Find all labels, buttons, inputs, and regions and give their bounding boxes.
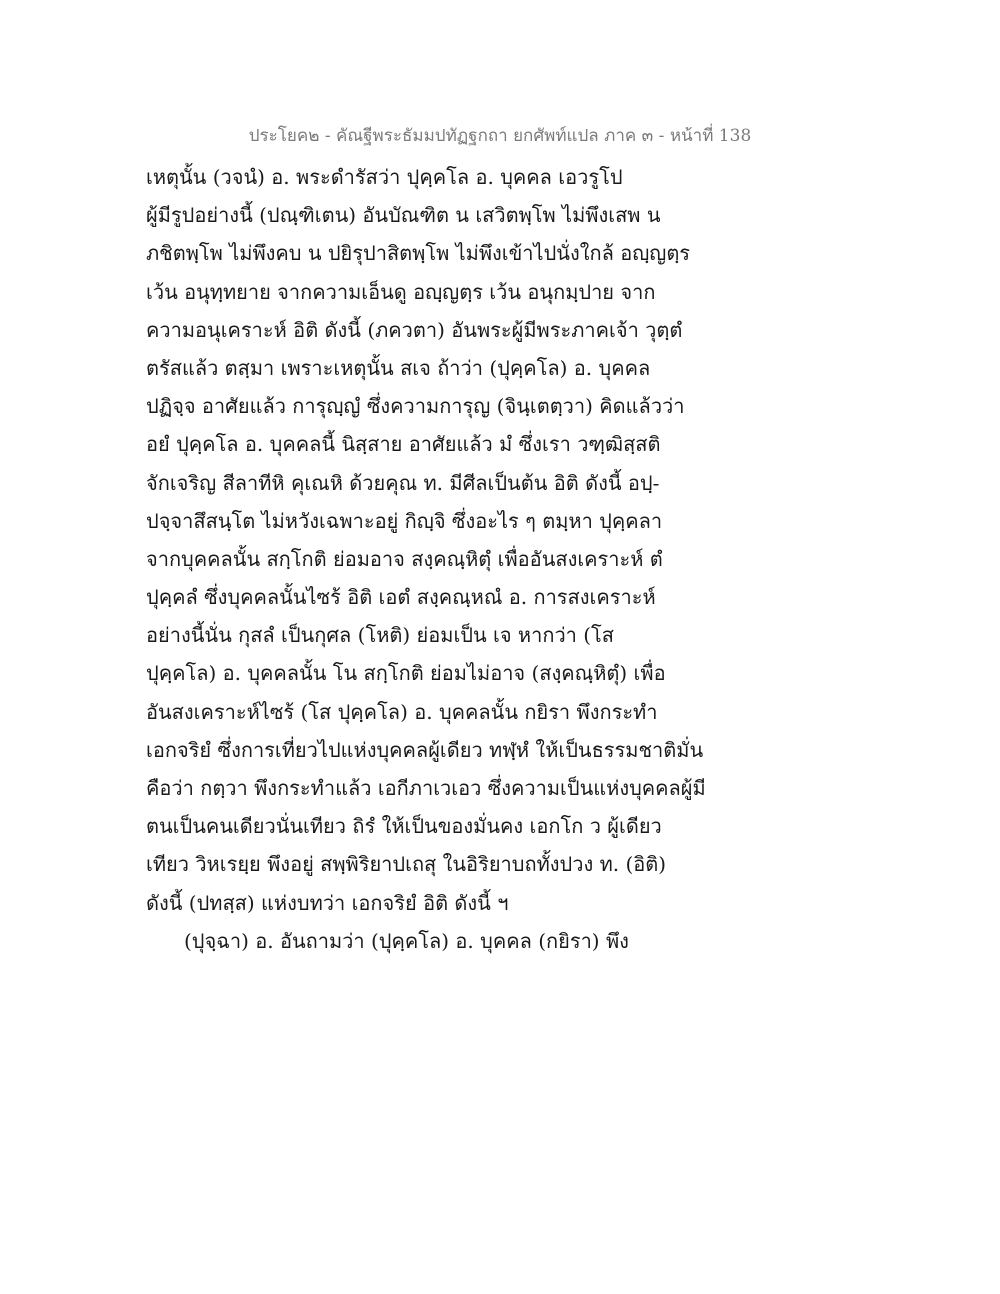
text-line: คือว่า กตฺวา พึงกระทำแล้ว เอกีภาเวเอว ซึ่งความเป็นแห่งบุคคลผู้มี bbox=[146, 776, 706, 800]
text-line: จากบุคคลนั้น สกฺโกติ ย่อมอาจ สงฺคณฺหิตุํ เพื่ออันสงเคราะห์ ตํ bbox=[146, 546, 663, 571]
text-line: ภชิตพฺโพ ไม่พึงคบ น ปยิรุปาสิตพฺโพ ไม่พึงเข้าไปนั่งใกล้ อญฺญตฺร bbox=[146, 241, 691, 266]
text-line: ความอนุเคราะห์ อิติ ดังนี้ (ภควตา) อันพระผู้มีพระภาคเจ้า วุตฺตํ bbox=[146, 317, 683, 342]
text-line: ปจฺจาสึสนฺโต ไม่หวังเฉพาะอยู่ กิญฺจิ ซึ่งอะไร ๆ ตมฺหา ปุคฺคลา bbox=[146, 508, 663, 533]
text-line: อย่างนี้นั่น กุสลํ เป็นกุศล (โหติ) ย่อมเป็น เจ หากว่า (โส bbox=[146, 623, 615, 648]
text-line: ปุคฺคลํ ซึ่งบุคคลนั้นไซร้ อิติ เอตํ สงฺคณฺหณํ อ. การสงเคราะห์ bbox=[146, 585, 656, 610]
text-line: เหตุนั้น (วจนํ) อ. พระดำรัสว่า ปุคฺคโล อ. บุคคล เอวรูโป bbox=[146, 165, 623, 189]
text-line: ปฏิจฺจ อาศัยแล้ว การุญฺญํ ซึ่งความการุญ (จินฺเตตฺวา) คิดแล้วว่า bbox=[146, 394, 685, 419]
text-line: อันสงเคราะห์ไซร้ (โส ปุคฺคโล) อ. บุคคลนั้น กยิรา พึงกระทำ bbox=[146, 699, 658, 724]
text-line: ปุคฺคโล) อ. บุคคลนั้น โน สกฺโกติ ย่อมไม่อาจ (สงฺคณฺหิตุํ) เพื่อ bbox=[146, 661, 666, 686]
text-line: ดังนี้ (ปทสฺส) แห่งบทว่า เอกจริยํ อิติ ดังนี้ ฯ bbox=[146, 890, 509, 915]
body-text bbox=[146, 158, 866, 960]
text-line: ตนเป็นคนเดียวนั่นเทียว ถิรํ ให้เป็นของมั่นคง เอกโก ว ผู้เดียว bbox=[146, 814, 662, 839]
running-header: ประโยค๒ - คัณฐีพระธัมมปทัฏฐกถา ยกศัพท์แปล ภาค ๓ - หน้าที่ 138 bbox=[248, 126, 752, 146]
text-line: อยํ ปุคฺคโล อ. บุคคลนี้ นิสฺสาย อาศัยแล้ว มํ ซึ่งเรา วฑฺฒิสฺสติ bbox=[146, 432, 661, 457]
text-line: เอกจริยํ ซึ่งการเที่ยวไปแห่งบุคคลผู้เดียว ทฬฺหํ ให้เป็นธรรมชาติมั่น bbox=[146, 737, 704, 762]
text-line: จักเจริญ สีลาทีหิ คุเณหิ ด้วยคุณ ท. มีศีลเป็นต้น อิติ ดังนี้ อปฺ- bbox=[146, 470, 660, 495]
text-line: ตรัสแล้ว ตสฺมา เพราะเหตุนั้น สเจ ถ้าว่า (ปุคฺคโล) อ. บุคคล bbox=[146, 355, 651, 380]
text-line: ผู้มีรูปอย่างนี้ (ปณฺฑิเตน) อันบัณฑิต น เสวิตพฺโพ ไม่พึงเสพ น bbox=[146, 203, 661, 228]
paragraph-first-line: (ปุจฺฉา) อ. อันถามว่า (ปุคฺคโล) อ. บุคคล (กยิรา) พึง bbox=[184, 928, 629, 953]
text-line: เทียว วิหเรยฺย พึงอยู่ สพฺพิริยาปเถสุ ในอิริยาบถทั้งปวง ท. (อิติ) bbox=[146, 852, 667, 877]
text-line: เว้น อนุทฺทยาย จากความเอ็นดู อญฺญตฺร เว้น อนุกมฺปาย จาก bbox=[146, 279, 656, 304]
